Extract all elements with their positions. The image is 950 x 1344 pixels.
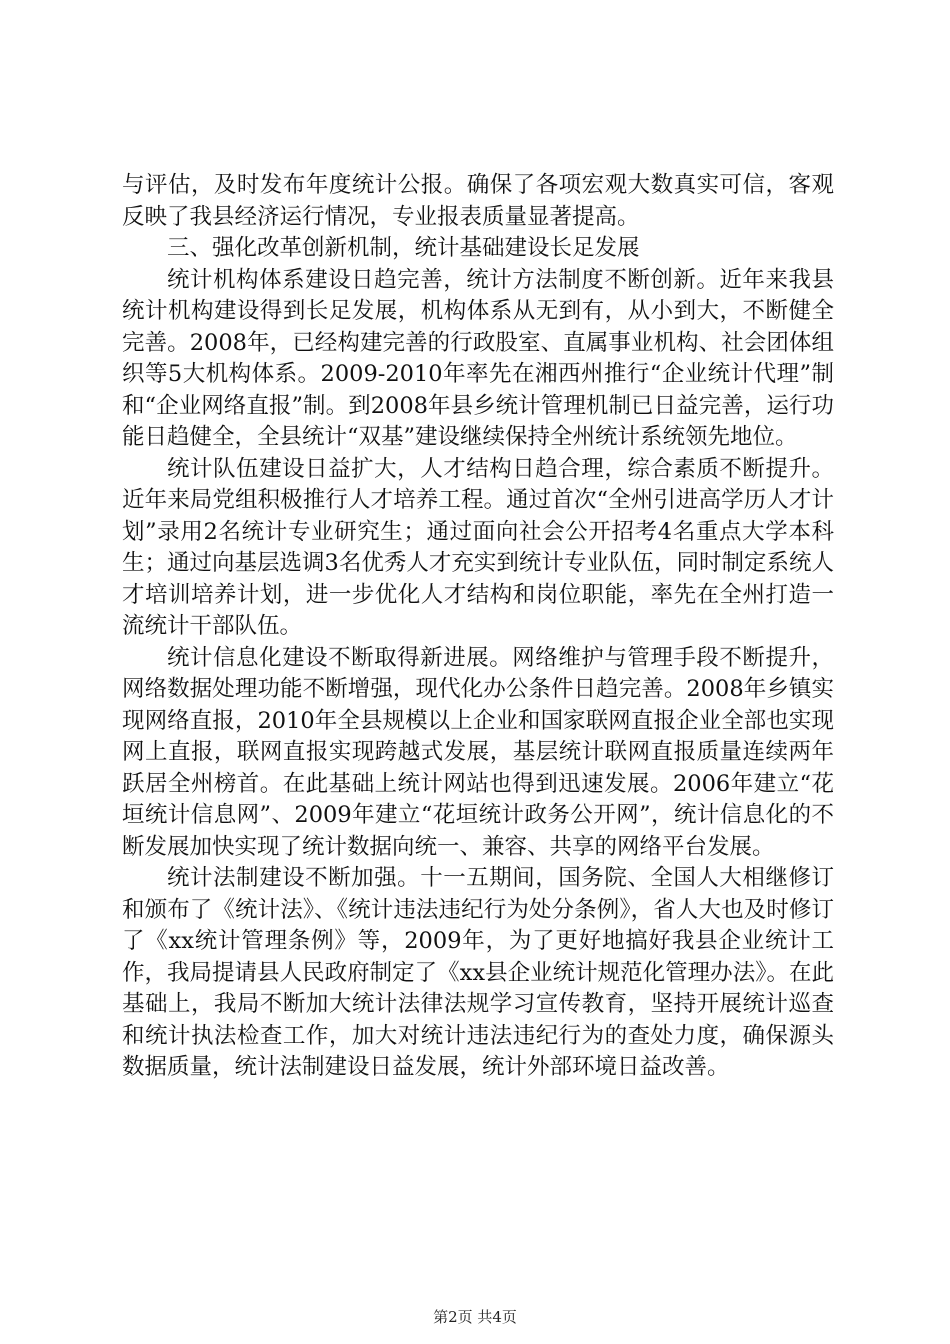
- page-number-footer: 第2页 共4页: [433, 1308, 517, 1326]
- paragraph-informatization: 统计信息化建设不断取得新进展。网络维护与管理手段不断提升，网络数据处理功能不断增强，现代化办公条件日趋完善。2008年乡镇实现网络直报，2010年全县规模以上企业和国家联网直报企业全部也实现网上直报，联网直报实现跨越式发展，基层统计联网直报质量连续两年跃居全州榜首。在此基础上统计网站也得到迅速发展。2006年建立“花垣统计信息网”、2009年建立“花垣统计政务公开网”，统计信息化的不断发展加快实现了统计数据向统一、兼容、共享的网络平台发展。: [122, 644, 834, 860]
- paragraph-institutions: 统计机构体系建设日趋完善，统计方法制度不断创新。近年来我县统计机构建设得到长足发展，机构体系从无到有，从小到大，不断健全完善。2008年，已经构建完善的行政股室、直属事业机构、社会团体组织等5大机构体系。2009-2010年率先在湘西州推行“企业统计代理”制和“企业网络直报”制。到2008年县乡统计管理机制已日益完善，运行功能日趋健全，全县统计“双基”建设继续保持全州统计系统领先地位。: [122, 266, 834, 450]
- paragraph-continued: 与评估，及时发布年度统计公报。确保了各项宏观大数真实可信，客观反映了我县经济运行情况，专业报表质量显著提高。: [122, 172, 834, 230]
- paragraph-legal: 统计法制建设不断加强。十一五期间，国务院、全国人大相继修订和颁布了《统计法》、《统计违法违纪行为处分条例》，省人大也及时修订了《xx统计管理条例》等，2009年，为了更好地搞好我县企业统计工作，我局提请县人民政府制定了《xx县企业统计规范化管理办法》。在此基础上，我局不断加大统计法律法规学习宣传教育，坚持开展统计巡查和统计执法检查工作，加大对统计违法违纪行为的查处力度，确保源头数据质量，统计法制建设日益发展，统计外部环境日益改善。: [122, 865, 834, 1080]
- paragraph-team: 统计队伍建设日益扩大，人才结构日趋合理，综合素质不断提升。近年来局党组积极推行人才培养工程。通过首次“全州引进高学历人才计划”录用2名统计专业研究生；通过面向社会公开招考4名重点大学本科生；通过向基层选调3名优秀人才充实到统计专业队伍，同时制定系统人才培训培养计划，进一步优化人才结构和岗位职能，率先在全州打造一流统计干部队伍。: [122, 455, 834, 639]
- section-heading: 三、强化改革创新机制，统计基础建设长足发展: [167, 235, 640, 261]
- document-body: [122, 170, 834, 1084]
